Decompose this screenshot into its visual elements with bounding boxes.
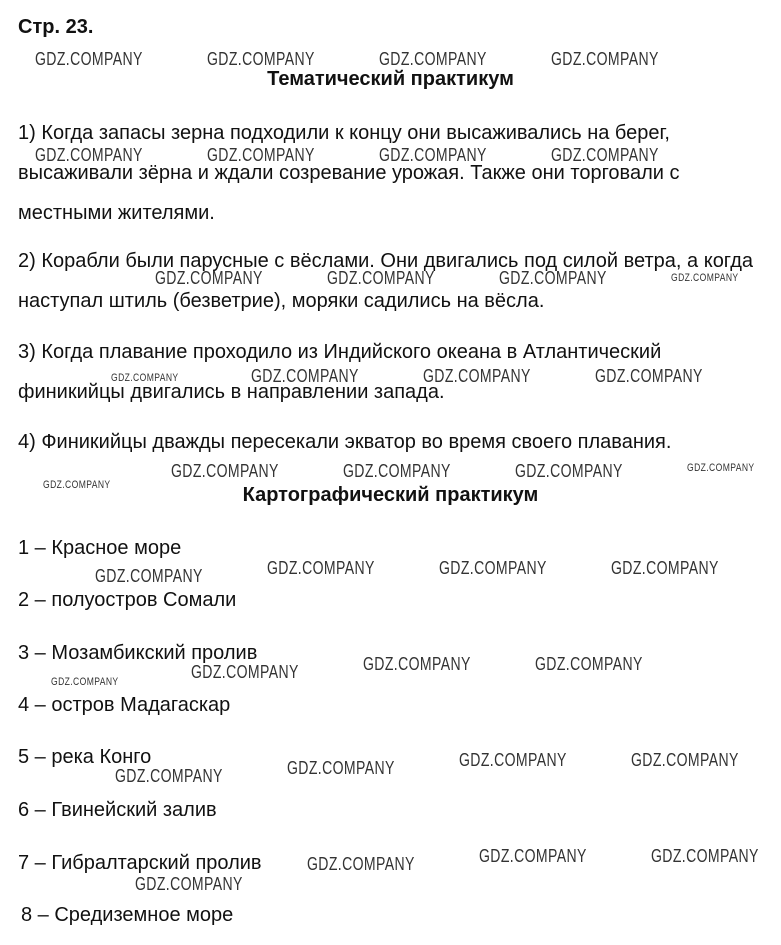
map-item-8: 8 – Средиземное море — [21, 904, 234, 926]
watermark: GDZ.COMPANY — [251, 366, 359, 386]
watermark: GDZ.COMPANY — [551, 49, 659, 69]
watermark: GDZ.COMPANY — [35, 49, 143, 69]
watermark: GDZ.COMPANY — [343, 461, 451, 481]
watermark: GDZ.COMPANY — [95, 566, 203, 586]
watermark: GDZ.COMPANY — [111, 372, 179, 384]
watermark: GDZ.COMPANY — [535, 654, 643, 674]
watermark: GDZ.COMPANY — [595, 366, 703, 386]
cartographic-section-title: Картографический практикум — [242, 484, 539, 506]
watermark: GDZ.COMPANY — [191, 662, 299, 682]
map-item-1: 1 – Красное море — [18, 537, 182, 559]
watermark: GDZ.COMPANY — [611, 558, 719, 578]
watermark: GDZ.COMPANY — [515, 461, 623, 481]
map-item-7: 7 – Гибралтарский пролив — [18, 852, 262, 874]
watermark: GDZ.COMPANY — [479, 846, 587, 866]
watermark: GDZ.COMPANY — [459, 750, 567, 770]
thematic-paragraph-3: 3) Когда плавание проходило из Индийского океана в Атлантический финикийцы двигались в направлении запада. — [18, 341, 662, 403]
watermark: GDZ.COMPANY — [207, 145, 315, 165]
watermark: GDZ.COMPANY — [155, 268, 263, 288]
map-item-2: 2 – полуостров Сомали — [18, 589, 237, 611]
watermark: GDZ.COMPANY — [671, 272, 739, 284]
watermark: GDZ.COMPANY — [439, 558, 547, 578]
watermark: GDZ.COMPANY — [51, 676, 119, 688]
map-item-5: 5 – река Конго — [18, 746, 152, 768]
watermark: GDZ.COMPANY — [631, 750, 739, 770]
map-item-3: 3 – Мозамбикский пролив — [18, 642, 258, 664]
watermark: GDZ.COMPANY — [551, 145, 659, 165]
thematic-paragraph-1: 1) Когда запасы зерна подходили к концу они высаживались на берег, высаживали зёрна и ждали созревание урожая. Также они торговали с местными жителями. — [18, 122, 680, 224]
page-header: Стр. 23. — [18, 16, 94, 38]
watermark: GDZ.COMPANY — [651, 846, 759, 866]
thematic-paragraph-2: 2) Корабли были парусные с вёслами. Они двигались под силой ветра, а когда наступал штиль (безветрие), моряки садились на вёсла. — [18, 250, 753, 312]
watermark: GDZ.COMPANY — [43, 479, 111, 491]
watermark: GDZ.COMPANY — [207, 49, 315, 69]
watermark: GDZ.COMPANY — [287, 758, 395, 778]
watermark: GDZ.COMPANY — [307, 854, 415, 874]
watermark: GDZ.COMPANY — [499, 268, 607, 288]
watermark: GDZ.COMPANY — [171, 461, 279, 481]
watermark: GDZ.COMPANY — [135, 874, 243, 894]
thematic-section-title: Тематический практикум — [267, 68, 514, 90]
watermark: GDZ.COMPANY — [115, 766, 223, 786]
watermark: GDZ.COMPANY — [327, 268, 435, 288]
watermark: GDZ.COMPANY — [379, 49, 487, 69]
map-item-4: 4 – остров Мадагаскар — [18, 694, 231, 716]
watermark: GDZ.COMPANY — [687, 462, 755, 474]
watermark: GDZ.COMPANY — [267, 558, 375, 578]
watermark: GDZ.COMPANY — [363, 654, 471, 674]
watermark: GDZ.COMPANY — [423, 366, 531, 386]
thematic-paragraph-4: 4) Финикийцы дважды пересекали экватор во время своего плавания. — [18, 431, 672, 453]
watermark: GDZ.COMPANY — [35, 145, 143, 165]
map-item-6: 6 – Гвинейский залив — [18, 799, 217, 821]
watermark: GDZ.COMPANY — [379, 145, 487, 165]
